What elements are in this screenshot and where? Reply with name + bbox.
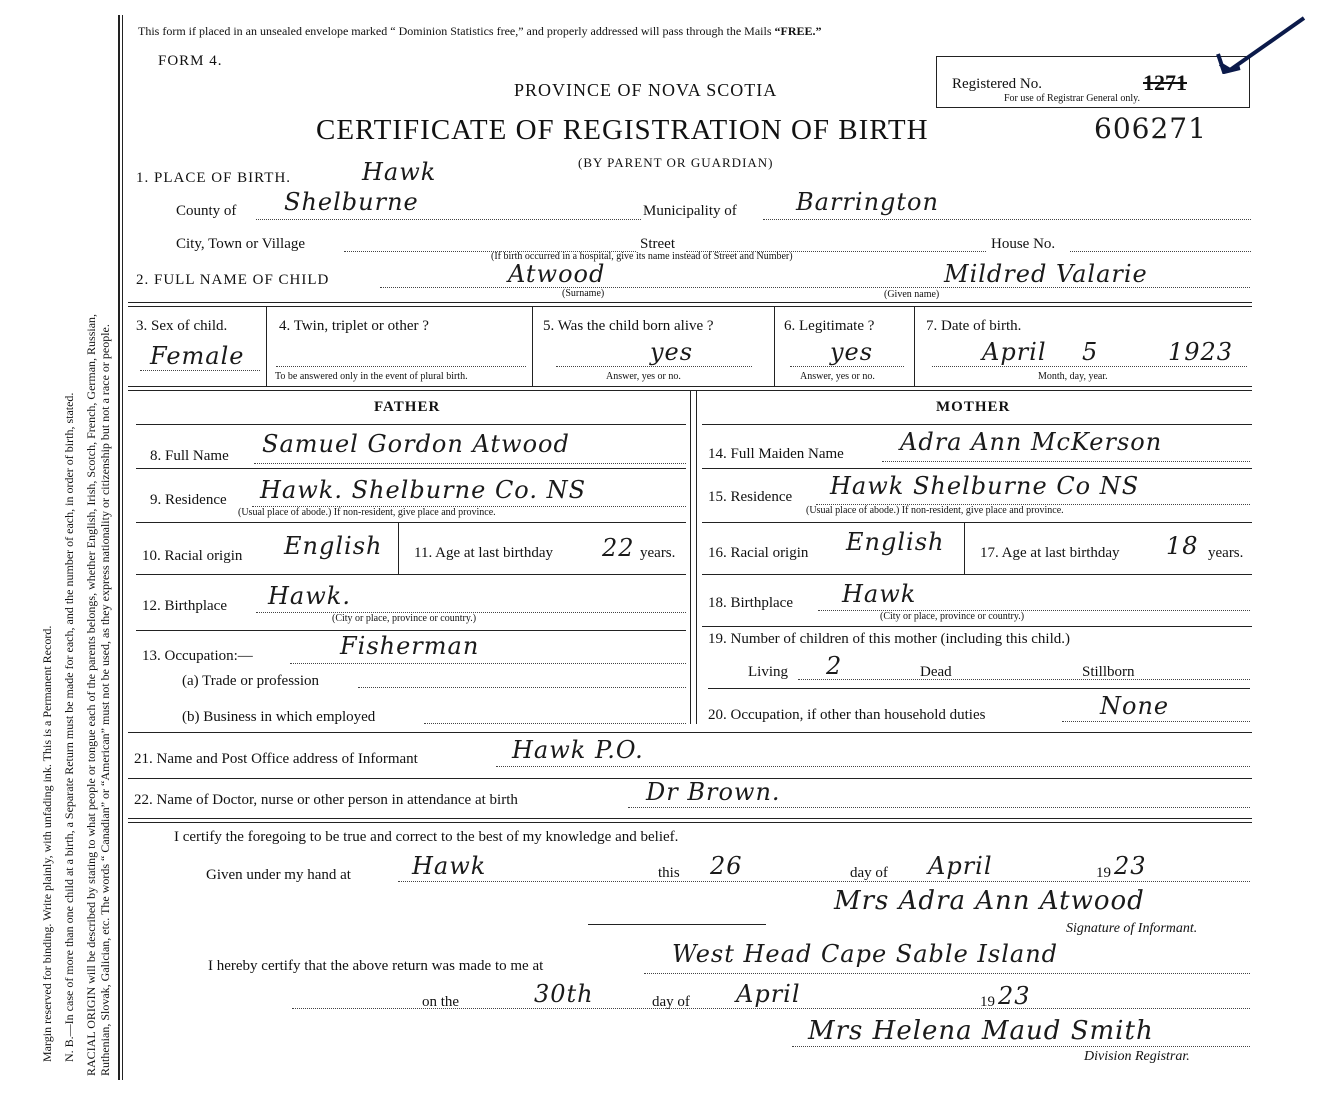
mother-name: Adra Ann McKerson — [900, 428, 1163, 456]
house-label: House No. — [991, 236, 1056, 252]
registrar-year-suffix: 23 — [998, 982, 1031, 1010]
children-label: 19. Number of children of this mother (including this child.) — [708, 631, 1071, 647]
child-given-name: Mildred Valarie — [944, 260, 1148, 288]
certificate-title: CERTIFICATE OF REGISTRATION OF BIRTH — [316, 114, 929, 146]
street-label: Street — [640, 236, 675, 252]
alive-label: 5. Was the child born alive ? — [543, 318, 714, 334]
father-name-label: 8. Full Name — [150, 448, 229, 464]
living-value: 2 — [826, 652, 843, 680]
living-label: Living — [748, 664, 788, 680]
margin-note-multiple-births: N. B.—In case of more than one child at a birth, a Separate Return must be made for each, and the number of each, in order of birth, stated. — [62, 392, 76, 1062]
registered-value: 1271 — [1143, 70, 1187, 95]
father-name: Samuel Gordon Atwood — [262, 430, 570, 458]
registered-label: Registered No. — [952, 76, 1042, 92]
registrar-year-prefix: 19 — [980, 994, 995, 1010]
given-place: Hawk — [412, 852, 487, 880]
margin-note-binding: Margin reserved for binding. Write plainly, with unfading ink. This is a Permanent Record. — [40, 625, 54, 1062]
sex-label: 3. Sex of child. — [136, 318, 228, 334]
top-note: This form if placed in an unsealed envelope marked “ Dominion Statistics free,” and properly addressed will pass through the Mails “FREE.” — [138, 24, 822, 38]
father-race-label: 10. Racial origin — [142, 548, 243, 564]
dob-year: 1923 — [1168, 338, 1234, 366]
mother-race-label: 16. Racial origin — [708, 545, 809, 561]
municipality-label: Municipality of — [643, 203, 737, 219]
form-number: FORM 4. — [158, 53, 223, 69]
mother-birthplace-label: 18. Birthplace — [708, 595, 793, 611]
father-header: FATHER — [374, 399, 441, 415]
mother-age-label: 17. Age at last birthday — [980, 545, 1120, 561]
registrar-signature-label: Division Registrar. — [1084, 1049, 1190, 1064]
registrar-month: April — [736, 980, 801, 1008]
certify-text: I certify the foregoing to be true and correct to the best of my knowledge and belief. — [174, 829, 679, 845]
informant-signature: Mrs Adra Ann Atwood — [834, 886, 1145, 916]
subtitle: (BY PARENT OR GUARDIAN) — [578, 155, 774, 170]
stillborn-label: Stillborn — [1082, 664, 1135, 680]
legitimate-note: Answer, yes or no. — [800, 371, 875, 382]
child-name-label: 2. FULL NAME OF CHILD — [136, 272, 330, 288]
father-age-label: 11. Age at last birthday — [414, 545, 553, 561]
mother-occupation-label: 20. Occupation, if other than household duties — [708, 707, 986, 723]
legitimate-value: yes — [830, 338, 874, 366]
father-birthplace-label: 12. Birthplace — [142, 598, 227, 614]
city-label: City, Town or Village — [176, 236, 306, 252]
mother-birthplace: Hawk — [842, 580, 917, 608]
registrar-signature: Mrs Helena Maud Smith — [808, 1016, 1154, 1046]
trade-label: (a) Trade or profession — [182, 673, 320, 689]
registrar-day: 30th — [534, 980, 594, 1008]
dob-note: Month, day, year. — [1038, 371, 1108, 382]
registrar-text: I hereby certify that the above return was made to me at — [208, 958, 544, 974]
given-this-label: this — [658, 865, 680, 881]
mother-residence-label: 15. Residence — [708, 489, 793, 505]
dob-month: April — [982, 338, 1047, 366]
dob-label: 7. Date of birth. — [926, 318, 1022, 334]
surname-note: (Surname) — [562, 288, 605, 299]
given-label: Given under my hand at — [206, 867, 351, 883]
registrar-day-of-label: day of — [652, 994, 690, 1010]
given-year-prefix: 19 — [1096, 865, 1111, 881]
father-residence-label: 9. Residence — [150, 492, 227, 508]
twin-label: 4. Twin, triplet or other ? — [279, 318, 429, 334]
twin-note: To be answered only in the event of plural birth. — [275, 371, 468, 382]
place-of-birth-value: Hawk — [362, 158, 437, 186]
dead-label: Dead — [920, 664, 952, 680]
father-residence-note: (Usual place of abode.) If non-resident, give place and province. — [238, 507, 496, 518]
mother-age: 18 — [1166, 532, 1199, 560]
mother-residence-note: (Usual place of abode.) If non-resident, give place and province. — [806, 505, 1064, 516]
child-surname: Atwood — [508, 260, 606, 288]
father-age: 22 — [602, 534, 635, 562]
mother-name-label: 14. Full Maiden Name — [708, 446, 844, 462]
doctor-label: 22. Name of Doctor, nurse or other person in attendance at birth — [134, 792, 518, 808]
binding-line-inner — [122, 15, 123, 1080]
given-day-of-label: day of — [850, 865, 888, 881]
father-birthplace: Hawk. — [268, 582, 351, 610]
mother-occupation: None — [1100, 692, 1170, 720]
doctor-value: Dr Brown. — [646, 778, 781, 806]
mother-years: years. — [1208, 545, 1244, 561]
father-occupation-label: 13. Occupation:— — [142, 648, 253, 664]
father-occupation: Fisherman — [340, 632, 480, 660]
alive-value: yes — [650, 338, 694, 366]
sex-value: Female — [150, 342, 245, 370]
informant-value: Hawk P.O. — [512, 736, 644, 764]
mother-birthplace-note: (City or place, province or country.) — [880, 611, 1025, 622]
given-day: 26 — [710, 852, 743, 880]
registered-note: For use of Registrar General only. — [1004, 93, 1140, 104]
mother-race: English — [846, 528, 945, 556]
father-residence: Hawk. Shelburne Co. NS — [260, 476, 587, 504]
certificate-number: 606271 — [1094, 112, 1207, 145]
given-month: April — [928, 852, 993, 880]
dob-day: 5 — [1082, 338, 1099, 366]
municipality-value: Barrington — [796, 188, 939, 216]
margin-note-racial-origin-cont: Ruthenian, Slovak, Galician, etc. The words “ Canadian” or “American” must not be used, as they express nationality or citizenship but not a race or people. — [98, 324, 112, 1076]
legitimate-label: 6. Legitimate ? — [784, 318, 875, 334]
mother-header: MOTHER — [936, 399, 1011, 415]
county-label: County of — [176, 203, 237, 219]
registrar-on-label: on the — [422, 994, 460, 1010]
registrar-place: West Head Cape Sable Island — [672, 940, 1059, 968]
given-note: (Given name) — [884, 289, 940, 300]
business-label: (b) Business in which employed — [182, 709, 376, 725]
given-year-suffix: 23 — [1114, 852, 1147, 880]
father-race: English — [284, 532, 383, 560]
check-mark — [1216, 14, 1308, 79]
father-years: years. — [640, 545, 676, 561]
binding-line — [118, 15, 120, 1080]
informant-signature-label: Signature of Informant. — [1066, 921, 1198, 936]
mother-residence: Hawk Shelburne Co NS — [830, 472, 1140, 500]
place-of-birth-label: 1. PLACE OF BIRTH. — [136, 170, 292, 186]
father-birthplace-note: (City or place, province or country.) — [332, 613, 477, 624]
province: PROVINCE OF NOVA SCOTIA — [514, 80, 778, 100]
margin-note-racial-origin: RACIAL ORIGIN will be described by stating to what people or tongue each of the parents belongs, whether English, Irish, Scotch, French, German, Russian, — [84, 313, 98, 1076]
hospital-note: (If birth occurred in a hospital, give its name instead of Street and Number) — [491, 251, 793, 262]
alive-note: Answer, yes or no. — [606, 371, 681, 382]
county-value: Shelburne — [284, 188, 419, 216]
informant-label: 21. Name and Post Office address of Informant — [134, 751, 418, 767]
